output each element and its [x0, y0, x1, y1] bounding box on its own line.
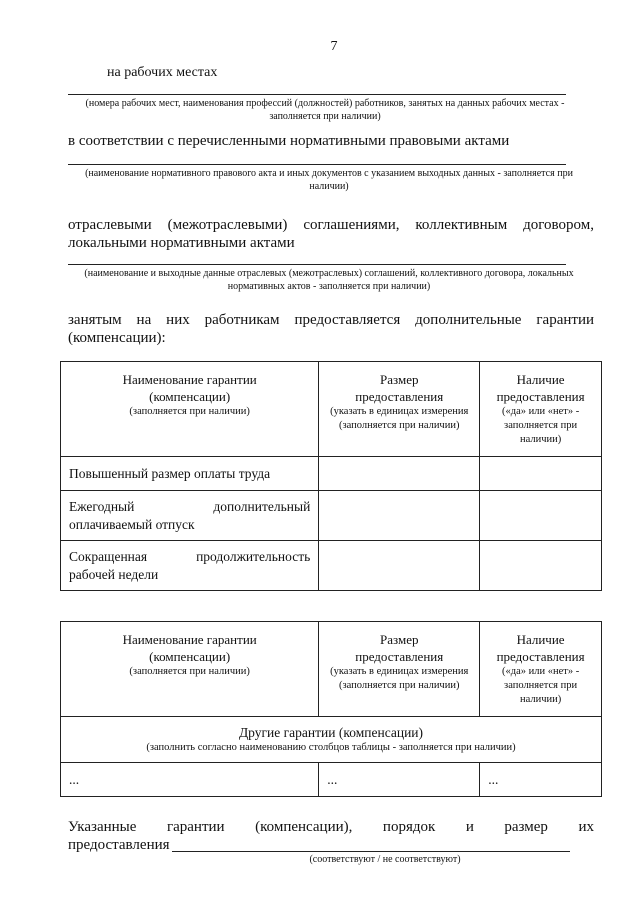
header-name-sub: (заполняется при наличии) — [129, 406, 250, 417]
row-availability-cell — [480, 457, 602, 491]
header-availability-title: Наличие предоставления — [496, 632, 585, 664]
other-guarantees-title: Другие гарантии (компенсации) — [238, 725, 424, 740]
footer-underline — [172, 851, 570, 852]
workplaces-underline — [68, 94, 566, 95]
agreements-underline — [68, 264, 566, 265]
row-name-line1: Ежегодный дополнительный — [69, 498, 311, 514]
header-name-title: Наименование гарантии (компенсации) — [122, 372, 257, 404]
agreements-line2: локальными нормативными актами — [68, 235, 295, 251]
header-availability-title: Наличие предоставления — [496, 372, 585, 404]
footer-caption: (соответствуют / не соответствуют) — [309, 854, 461, 865]
row-size-cell — [319, 541, 480, 591]
workplaces-caption: (номера рабочих мест, наименования профессий (должностей) работников, занятых на данных рабочих местах - заполняется при наличии) — [85, 98, 565, 122]
table-row — [61, 763, 602, 797]
header-size-title: Размер предоставления — [355, 632, 444, 664]
agreements-line1: отраслевыми (межотраслевыми) соглашениями, коллективным договором, — [68, 217, 594, 233]
row-size-cell — [319, 491, 480, 541]
header-name-title: Наименование гарантии (компенсации) — [122, 632, 257, 664]
other-guarantees-row — [61, 717, 602, 763]
header-availability-cell — [480, 622, 602, 717]
header-size-sub: (указать в единицах измерения (заполняется при наличии) — [330, 406, 469, 431]
header-name-cell — [61, 622, 319, 717]
agreements-caption: (наименование и выходные данные отраслевых (межотраслевых) соглашений, коллективного договора, локальных нормативных актов - заполняется при наличии) — [84, 268, 574, 292]
header-size-title: Размер предоставления — [355, 372, 444, 404]
ellipsis-cell: ... — [61, 763, 319, 797]
other-guarantees-sub: (заполнить согласно наименованию столбцов таблицы - заполняется при наличии) — [146, 742, 516, 753]
page-number: 7 — [330, 39, 338, 54]
header-availability-sub: («да» или «нет» - заполняется при наличии) — [501, 406, 580, 445]
intro-line1: занятым на них работникам предоставляется дополнительные гарантии — [68, 312, 594, 328]
table-header-row — [61, 362, 602, 457]
row-name-cell — [61, 541, 319, 591]
table-row — [61, 491, 602, 541]
row-name-line2: оплачиваемый отпуск — [69, 516, 195, 532]
ellipsis-cell: ... — [480, 763, 602, 797]
guarantees-table — [60, 361, 602, 591]
row-availability-cell — [480, 491, 602, 541]
other-guarantees-cell — [61, 717, 602, 763]
acts-underline — [68, 164, 566, 165]
header-size-cell — [319, 622, 480, 717]
intro-line2: (компенсации): — [68, 330, 166, 346]
row-name-cell — [61, 491, 319, 541]
footer-line1: Указанные гарантии (компенсации), порядок и размер их — [68, 819, 594, 835]
header-availability-sub: («да» или «нет» - заполняется при наличии) — [501, 666, 580, 705]
footer-line2-label: предоставления — [68, 837, 170, 853]
acts-caption: (наименование нормативного правового акта и иных документов с указанием выходных данных - заполняется при наличии) — [85, 168, 573, 192]
table-row — [61, 457, 602, 491]
table-row — [61, 541, 602, 591]
row-name-line2: рабочей недели — [69, 566, 159, 582]
row-name-line1: Повышенный размер оплаты труда — [69, 465, 271, 481]
header-name-cell — [61, 362, 319, 457]
other-guarantees-table — [60, 621, 602, 797]
acts-value: в соответствии с перечисленными нормативными правовыми актами — [68, 133, 510, 149]
row-name-cell — [61, 457, 319, 491]
workplaces-value: на рабочих местах — [107, 65, 218, 80]
header-name-sub: (заполняется при наличии) — [129, 666, 250, 677]
row-size-cell — [319, 457, 480, 491]
row-availability-cell — [480, 541, 602, 591]
row-name-line1: Сокращенная продолжительность — [69, 548, 311, 564]
header-size-cell — [319, 362, 480, 457]
ellipsis-cell: ... — [319, 763, 480, 797]
table-header-row — [61, 622, 602, 717]
header-availability-cell — [480, 362, 602, 457]
header-size-sub: (указать в единицах измерения (заполняется при наличии) — [330, 666, 469, 691]
